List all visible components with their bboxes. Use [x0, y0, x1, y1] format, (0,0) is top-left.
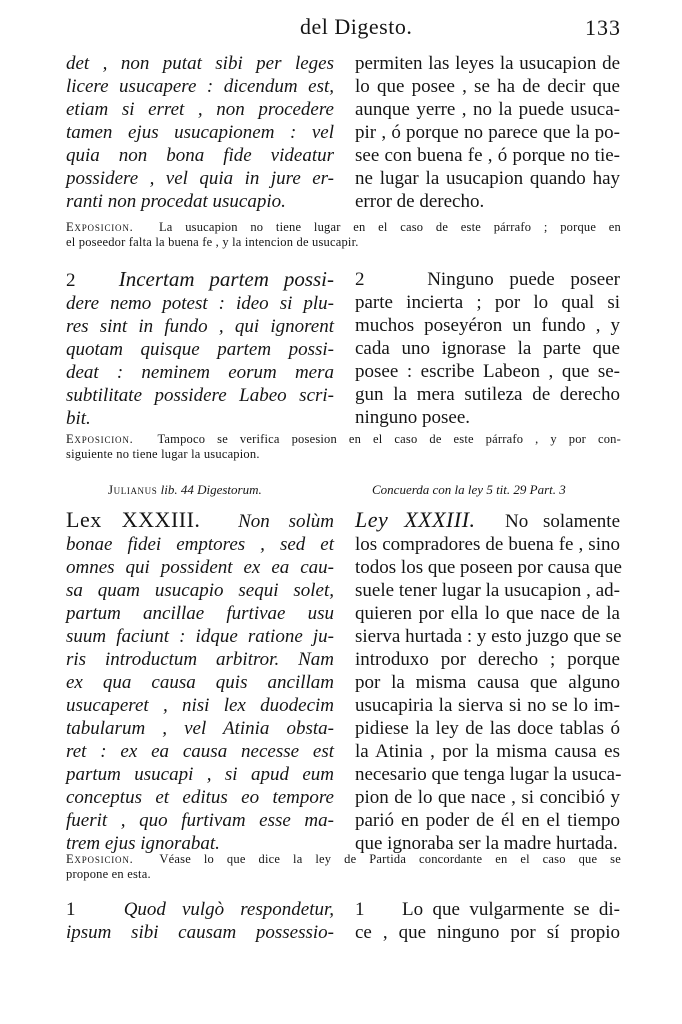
text-line: gun la mera sutileza de derecho [355, 384, 620, 405]
block2-exposicion [66, 432, 621, 462]
paragraph-number: 1 [66, 899, 76, 920]
text-line: 2 Ninguno puede poseer [355, 269, 620, 290]
exposicion-text: el poseedor falta la buena fe , y la intencion de usucapir. [66, 235, 359, 249]
text-line: error de derecho. [355, 191, 485, 212]
text-line: sierva hurtada : y esto juzgo que se [355, 626, 622, 647]
text-line: sa quam usucapio sequi solet, [66, 580, 334, 601]
text-line: usucaperet , nisi lex duodecim [66, 695, 334, 716]
block1-exposicion [66, 220, 621, 250]
block1-latin-column [66, 52, 334, 213]
text-line: res sint in fundo , qui ignorent [66, 316, 334, 337]
text-line: ris introductum arbitror. Nam [66, 649, 334, 670]
text-line: suele tener lugar la usucapion , ad- [355, 580, 620, 601]
text-line: pion de lo que nace , si concibió y [355, 787, 620, 808]
text-line: possidere , vel quia in jure er- [66, 168, 334, 189]
text-line: aunque yerre , no la puede usuca- [355, 99, 620, 120]
text-line: la Atinia , por la misma causa es [355, 741, 620, 762]
text-line: lo que posee , se ha de decir que [355, 76, 620, 97]
text-line: subtilitate possidere Labeo scri- [66, 385, 334, 406]
text-line: ex qua causa quis ancillam [66, 672, 334, 693]
text-line: muchos poseyéron un fundo , y [355, 315, 620, 336]
concordance-note: Concuerda con la ley 5 tit. 29 Part. 3 [372, 482, 566, 497]
text-line: partum ancillae furtivae usu [66, 603, 334, 624]
text-line: 1 Lo que vulgarmente se di- [355, 899, 620, 920]
text-line: parió en poder de él en el tiempo [355, 810, 620, 831]
text-line: etiam si erret , non procedere [66, 99, 334, 120]
block1-spanish-column [355, 52, 620, 213]
text-line: permiten las leyes la usucapion de [355, 53, 620, 74]
text-line: dere nemo potest : ideo si plu- [66, 293, 334, 314]
text-line: ret : ex ea causa necesse est [66, 741, 334, 762]
text-line: necesario que tenga lugar la usuca- [355, 764, 622, 785]
lex-heading: Lex XXXIII. [66, 507, 201, 532]
text-line: bit. [66, 408, 91, 429]
exposicion-text: propone en esta. [66, 867, 151, 881]
text-line: por la misma causa que alguno [355, 672, 620, 693]
block2-spanish-column [355, 268, 620, 429]
text-line: los compradores de buena fe , sino [355, 534, 620, 555]
text-line: 2 Incertam partem possi- [66, 267, 334, 291]
source-attribution [108, 482, 262, 498]
text-line: conceptus et editus eo tempore [66, 787, 334, 808]
text-line: usucapiria la sierva si no se lo im- [355, 695, 620, 716]
paragraph-number: 2 [355, 269, 365, 290]
attribution-author: Julianus [108, 482, 158, 497]
text-line: suum faciunt : idque ratione ju- [66, 626, 334, 647]
text-line: trem ejus ignorabat. [66, 833, 220, 854]
text-line: Ley XXXIII. No solamente [355, 507, 620, 532]
text-line: tabularum , vel Atinia obsta- [66, 718, 334, 739]
text-line: omnes qui possident ex ea cau- [66, 557, 334, 578]
text-line: ranti non procedat usucapio. [66, 191, 286, 212]
text-line: ipsum sibi causam possessio- [66, 922, 334, 943]
exposicion-label: Exposicion. [66, 852, 134, 866]
text-line: licere usucapere : dicendum est, [66, 76, 334, 97]
text-line: ninguno posee. [355, 407, 471, 428]
text-line: det , non putat sibi per leges [66, 53, 334, 74]
block2-latin-column [66, 268, 334, 430]
block3-spanish-column [355, 508, 620, 855]
text-line: deat : neminem eorum mera [66, 362, 334, 383]
text-line: pir , ó porque no parece que la po- [355, 122, 620, 143]
exposicion-label: Exposicion. [66, 220, 134, 234]
text-line: partum usucapi , si apud eum [66, 764, 334, 785]
text-line: see con buena fe , ó porque no tie- [355, 145, 620, 166]
text-line: posee : escribe Labeon , que se- [355, 361, 620, 382]
block4-spanish-column [355, 898, 620, 944]
text-line: pidiese la ley de las doce tablas ó [355, 718, 620, 739]
exposicion-text: siguiente no tiene lugar la usucapion. [66, 447, 260, 461]
block3-exposicion [66, 852, 621, 882]
running-title: del Digesto. [300, 14, 413, 39]
exposicion-label: Exposicion. [66, 432, 134, 446]
paragraph-number: 1 [355, 899, 365, 920]
text-line: que ignoraba ser la madre hurtada. [355, 833, 618, 854]
text-line: fuerit , quo furtivam esse ma- [66, 810, 334, 831]
exposicion-text: Véase lo que dice la ley de Partida concordante en el caso que se [159, 852, 621, 866]
text-line: quieren por ella lo que nace de la [355, 603, 620, 624]
block4-latin-column [66, 898, 334, 944]
text-line: Lex XXXIII. Non solùm [66, 507, 334, 532]
block3-latin-column [66, 508, 334, 855]
text-line: quia non bona fide videatur [66, 145, 334, 166]
text-line: tamen ejus usucapionem : vel [66, 122, 334, 143]
text-line: 1 Quod vulgò respondetur, [66, 899, 335, 920]
exposicion-text: Tampoco se verifica posesion en el caso de este párrafo , y por con- [157, 432, 621, 446]
text-line: ce , que ninguno por sí propio [355, 922, 620, 943]
ley-heading: Ley XXXIII. [355, 507, 476, 532]
attribution-work: lib. 44 Digestorum. [160, 482, 262, 497]
paragraph-number: 2 [66, 270, 76, 291]
text-line: parte incierta ; por lo qual si [355, 292, 620, 313]
exposicion-text: La usucapion no tiene lugar en el caso de este párrafo ; porque en [158, 220, 621, 234]
text-line: cada uno ignorase la parte que [355, 338, 620, 359]
text-line: ne lugar la usucapion quando hay [355, 168, 620, 189]
text-line: quotam quisque partem possi- [66, 339, 334, 360]
text-line: todos los que poseen por causa que [355, 557, 622, 578]
page-number: 133 [585, 15, 621, 40]
text-line: introduxo por derecho ; porque [355, 649, 620, 670]
text-line: bonae fidei emptores , sed et [66, 534, 334, 555]
